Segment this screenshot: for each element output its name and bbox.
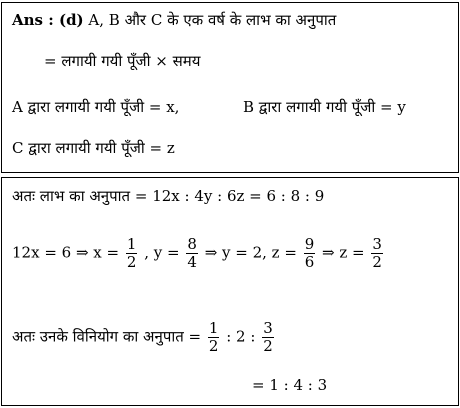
fraction-numerator: 9 <box>304 235 315 253</box>
fraction-numerator: 3 <box>263 319 273 337</box>
fraction-z-lhs <box>304 236 316 271</box>
answer-box-bottom <box>1 177 459 406</box>
fraction-ratio-1 <box>208 320 220 355</box>
fraction-denominator: 6 <box>304 253 315 271</box>
fraction-denominator: 2 <box>208 337 219 355</box>
equation-line <box>12 236 385 271</box>
fraction-denominator: 2 <box>126 253 137 271</box>
answer-line-1-text: A, B और C के एक वर्ष के लाभ का अनुपात <box>83 11 337 29</box>
eq-part-2: , y = <box>144 243 180 262</box>
ratio-part-1: अतः उनके विनियोग का अनुपात = <box>12 327 202 346</box>
answer-box-top <box>1 2 459 173</box>
answer-line-3b: B द्वारा लगायी गयी पूँजी = y <box>243 98 406 116</box>
fraction-x <box>126 236 138 271</box>
fraction-ratio-2 <box>262 320 274 355</box>
investment-ratio-line <box>12 320 276 355</box>
fraction-numerator: 1 <box>126 235 137 253</box>
fraction-numerator: 8 <box>187 235 197 253</box>
fraction-y <box>186 236 198 271</box>
fraction-z-rhs <box>371 236 383 271</box>
profit-ratio-line: अतः लाभ का अनुपात = 12x : 4y : 6z = 6 : 8 : 9 <box>12 187 325 205</box>
fraction-numerator: 3 <box>372 235 382 253</box>
fraction-denominator: 2 <box>372 253 382 271</box>
answer-line-3a: A द्वारा लगायी गयी पूँजी = x, <box>12 98 180 116</box>
answer-line-2: = लगायी गयी पूँजी × समय <box>44 52 201 70</box>
ratio-mid: : 2 : <box>226 327 256 346</box>
fraction-denominator: 4 <box>187 253 197 271</box>
fraction-numerator: 1 <box>208 319 219 337</box>
answer-label: Ans : (d) <box>12 11 84 29</box>
eq-part-4: ⇒ z = <box>322 243 365 262</box>
eq-part-3: ⇒ y = 2, z = <box>204 243 297 262</box>
answer-line-1 <box>12 10 336 30</box>
final-ratio: = 1 : 4 : 3 <box>252 376 328 394</box>
fraction-denominator: 2 <box>263 337 273 355</box>
answer-line-4: C द्वारा लगायी गयी पूँजी = z <box>12 139 175 157</box>
eq-part-1: 12x = 6 ⇒ x = <box>12 243 120 262</box>
